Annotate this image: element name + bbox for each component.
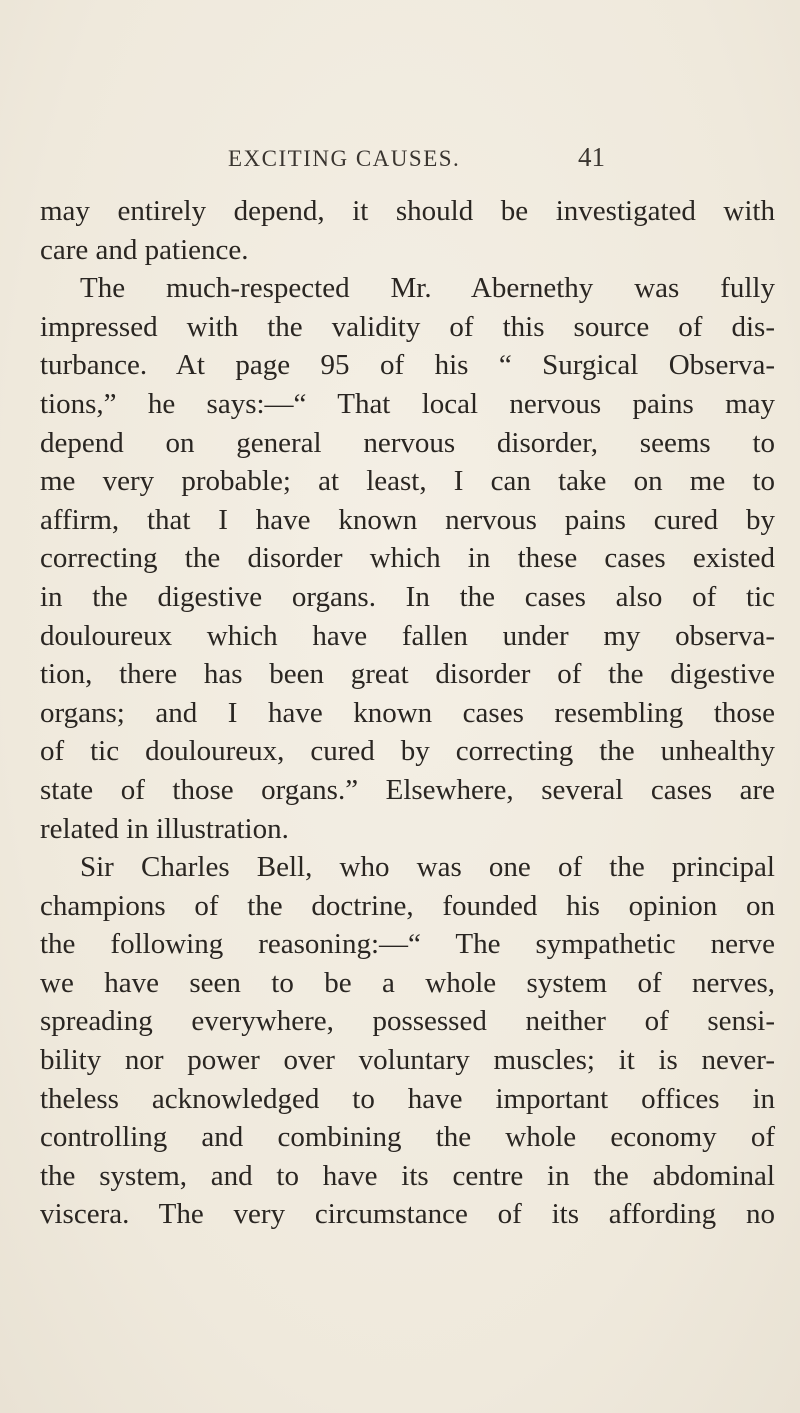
text-line: correcting the disorder which in these cases existed xyxy=(40,542,775,575)
text-line: theless acknowledged to have important offices in xyxy=(40,1082,775,1115)
text-line: impressed with the validity of this source of dis- xyxy=(40,310,775,343)
text-line: douloureux which have fallen under my observa- xyxy=(40,619,775,652)
text-line: in the digestive organs. In the cases also of tic xyxy=(40,580,775,613)
body-text xyxy=(40,192,775,1234)
text-line: spreading everywhere, possessed neither of sensi- xyxy=(40,1005,775,1038)
running-head: EXCITING CAUSES. xyxy=(228,146,461,171)
text-line: the following reasoning:—“ The sympathetic nerve xyxy=(40,928,775,961)
text-line: bility nor power over voluntary muscles; it is never- xyxy=(40,1044,775,1077)
text-line: Sir Charles Bell, who was one of the principal xyxy=(80,851,775,884)
text-line: we have seen to be a whole system of nerves, xyxy=(40,966,775,999)
text-line: of tic douloureux, cured by correcting the unhealthy xyxy=(40,735,775,768)
text-line: affirm, that I have known nervous pains cured by xyxy=(40,503,775,536)
text-line: The much-respected Mr. Abernethy was fully xyxy=(80,272,775,305)
text-line: may entirely depend, it should be investigated with xyxy=(40,195,775,227)
page-number: 41 xyxy=(578,142,605,172)
text-line: turbance. At page 95 of his “ Surgical Observa- xyxy=(40,349,775,382)
text-line: state of those organs.” Elsewhere, several cases are xyxy=(40,773,775,806)
text-line: organs; and I have known cases resembling those xyxy=(40,696,775,729)
text-line: viscera. The very circumstance of its affording no xyxy=(40,1198,775,1231)
text-line: related in illustration. xyxy=(40,812,289,845)
text-line: me very probable; at least, I can take on me to xyxy=(40,465,775,498)
text-line: care and patience. xyxy=(40,233,249,266)
text-line: depend on general nervous disorder, seems to xyxy=(40,426,775,459)
text-line: tion, there has been great disorder of the digestive xyxy=(40,658,775,691)
text-line: champions of the doctrine, founded his opinion on xyxy=(40,889,775,922)
text-line: tions,” he says:—“ That local nervous pains may xyxy=(40,387,775,420)
text-line: the system, and to have its centre in the abdominal xyxy=(40,1159,775,1192)
text-line: controlling and combining the whole economy of xyxy=(40,1121,775,1154)
